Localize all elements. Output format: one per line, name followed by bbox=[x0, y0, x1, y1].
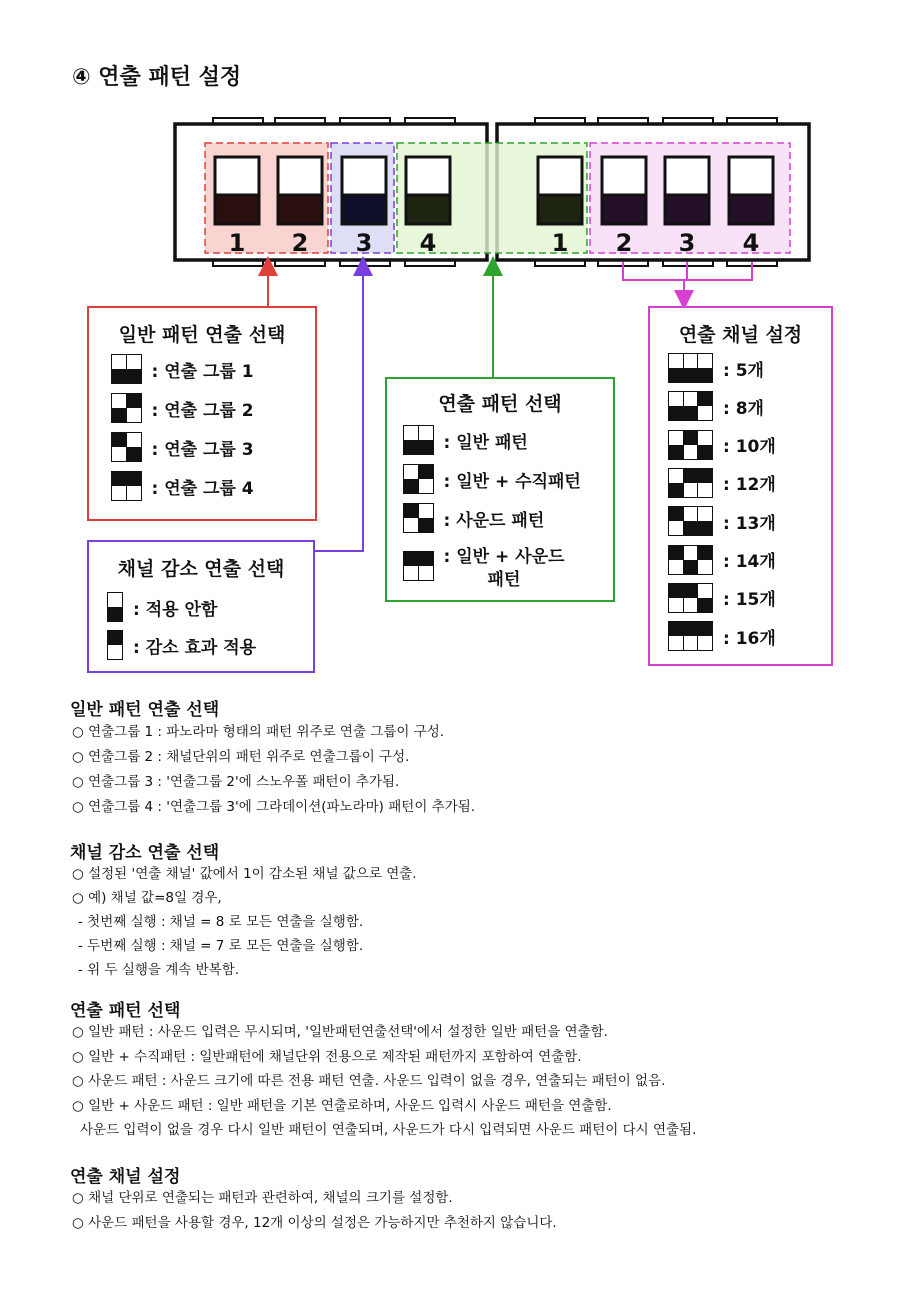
switch-setting-label: : 14개 bbox=[723, 552, 776, 572]
section-normal-pattern bbox=[70, 695, 219, 720]
switch-setting-label: : 연출 그룹 3 bbox=[151, 439, 254, 460]
effect-pattern-box bbox=[385, 377, 615, 602]
switch-setting-label: : 일반 패턴 bbox=[443, 432, 528, 453]
switch-pattern-icon bbox=[111, 354, 142, 384]
text-line: - 첫번째 실행 : 채널 = 8 로 모든 연출을 실행함. bbox=[78, 914, 364, 930]
switch-setting-label: : 16개 bbox=[723, 628, 776, 649]
section-channel-reduce-lines bbox=[72, 862, 417, 982]
normal-pattern-box bbox=[87, 306, 317, 521]
text-line: ○ 연출그룹 1 : 파노라마 형태의 패턴 위주로 연출 그룹이 구성. bbox=[72, 724, 445, 740]
switch-setting-row bbox=[668, 391, 764, 421]
switch-setting-label: : 10개 bbox=[723, 437, 776, 458]
switch-pattern-icon bbox=[668, 391, 713, 421]
switch-setting-row bbox=[403, 542, 564, 590]
text-line: ○ 일반 + 수직패턴 : 일반패턴에 채널단위 전용으로 제작된 패턴까지 포함하여 연출함. bbox=[72, 1048, 582, 1065]
section-normal-pattern-lines bbox=[72, 720, 475, 820]
text-line: ○ 예) 채널 값=8일 경우, bbox=[72, 890, 222, 906]
section-channel-setting bbox=[70, 1162, 180, 1187]
switch-setting-row bbox=[668, 506, 776, 536]
switch-setting-label: : 5개 bbox=[723, 360, 764, 381]
channel-reduce-box-title: 채널 감소 연출 선택 bbox=[117, 558, 285, 580]
channel-reduce-box bbox=[87, 540, 315, 673]
switch-pattern-icon bbox=[668, 506, 713, 536]
section-effect-pattern bbox=[70, 996, 180, 1021]
switch-setting-label: : 감소 효과 적용 bbox=[133, 637, 257, 658]
switch-pattern-icon bbox=[403, 425, 434, 455]
switch-setting-row bbox=[403, 503, 544, 533]
text-line: 사운드 입력이 없을 경우 다시 일반 패턴이 연출되며, 사운드가 다시 입력되면 사운드 패턴이 다시 연출됨. bbox=[80, 1122, 697, 1138]
dip-right-4: 4 bbox=[742, 229, 760, 257]
section-title: 연출 패턴 선택 bbox=[70, 1001, 181, 1021]
switch-setting-label: : 일반 + 사운드 패턴 bbox=[443, 547, 565, 590]
switch-setting-row bbox=[403, 464, 581, 494]
switch-setting-row bbox=[107, 592, 217, 622]
text-line: ○ 연출그룹 2 : 채널단위의 패턴 위주로 연출그룹이 구성. bbox=[72, 749, 410, 765]
dip-left-4: 4 bbox=[419, 229, 437, 257]
switch-setting-row bbox=[111, 354, 254, 384]
channel-setting-box bbox=[648, 306, 833, 666]
switch-setting-row bbox=[668, 545, 776, 575]
text-line: ○ 사운드 패턴 : 사운드 크기에 따른 전용 패턴 연출. 사운드 입력이 없을 경우, 연출되는 패턴이 없음. bbox=[72, 1073, 666, 1089]
switch-pattern-icon bbox=[403, 503, 434, 533]
switch-setting-label: : 사운드 패턴 bbox=[443, 510, 545, 531]
switch-setting-row bbox=[668, 583, 776, 613]
switch-setting-row bbox=[403, 425, 528, 455]
effect-pattern-box-title: 연출 패턴 선택 bbox=[438, 393, 562, 415]
dip-right-3: 3 bbox=[678, 229, 696, 257]
switch-setting-row bbox=[668, 353, 764, 383]
switch-setting-row bbox=[668, 621, 776, 651]
text-line: ○ 연출그룹 3 : '연출그룹 2'에 스노우폴 패턴이 추가됨. bbox=[72, 774, 400, 790]
switch-setting-label: : 적용 안함 bbox=[133, 599, 218, 620]
switch-setting-label: : 13개 bbox=[723, 513, 776, 534]
switch-setting-label: : 일반 + 수직패턴 bbox=[443, 471, 581, 492]
dip-right-1: 1 bbox=[551, 229, 569, 257]
switch-setting-label: : 연출 그룹 2 bbox=[151, 400, 254, 421]
section-title: 채널 감소 연출 선택 bbox=[70, 843, 220, 863]
switch-setting-label: : 12개 bbox=[723, 475, 776, 496]
switch-pattern-icon bbox=[668, 430, 713, 460]
text-line: ○ 연출그룹 4 : '연출그룹 3'에 그라데이션(파노라마) 패턴이 추가됨. bbox=[72, 799, 476, 815]
switch-setting-row bbox=[107, 630, 256, 660]
switch-pattern-icon bbox=[668, 353, 713, 383]
page-title: ④ 연출 패턴 설정 bbox=[72, 65, 242, 90]
section-channel-reduce bbox=[70, 838, 219, 863]
text-line: - 두번째 실행 : 채널 = 7 로 모든 연출을 실행함. bbox=[78, 938, 364, 954]
text-line: ○ 사운드 패턴을 사용할 경우, 12개 이상의 설정은 가능하지만 추천하지 않습니다. bbox=[72, 1215, 557, 1231]
dip-left-1: 1 bbox=[228, 229, 246, 257]
switch-pattern-icon bbox=[668, 545, 713, 575]
section-title: 연출 채널 설정 bbox=[70, 1167, 181, 1187]
dip-right-2: 2 bbox=[615, 229, 633, 257]
text-line: ○ 설정된 '연출 채널' 값에서 1이 감소된 채널 값으로 연출. bbox=[72, 866, 417, 882]
switch-setting-row bbox=[668, 430, 776, 460]
switch-setting-row bbox=[111, 393, 254, 423]
text-line: ○ 일반 패턴 : 사운드 입력은 무시되며, '일반패턴연출선택'에서 설정한 일반 패턴을 연출함. bbox=[72, 1024, 608, 1040]
switch-setting-label: : 8개 bbox=[723, 398, 764, 419]
dip-left-2: 2 bbox=[291, 229, 309, 257]
switch-pattern-icon bbox=[668, 583, 713, 613]
switch-setting-label: : 연출 그룹 4 bbox=[151, 478, 254, 499]
switch-pattern-icon bbox=[668, 621, 713, 651]
section-effect-pattern-lines bbox=[72, 1020, 696, 1143]
switch-setting-row bbox=[111, 471, 254, 501]
normal-pattern-box-title: 일반 패턴 연출 선택 bbox=[118, 324, 286, 346]
text-line: ○ 채널 단위로 연출되는 패턴과 관련하여, 채널의 크기를 설정함. bbox=[72, 1190, 453, 1206]
switch-setting-row bbox=[111, 432, 254, 462]
switch-setting-row bbox=[668, 468, 776, 498]
section-title: 일반 패턴 연출 선택 bbox=[70, 700, 220, 720]
switch-pattern-icon bbox=[111, 471, 142, 501]
switch-pattern-icon bbox=[111, 432, 142, 462]
switch-pattern-icon bbox=[111, 393, 142, 423]
switch-pattern-icon bbox=[107, 630, 123, 660]
text-line: - 위 두 실행을 계속 반복함. bbox=[78, 962, 240, 978]
switch-pattern-icon bbox=[403, 551, 434, 581]
channel-setting-box-title: 연출 채널 설정 bbox=[678, 324, 803, 346]
switch-pattern-icon bbox=[107, 592, 123, 622]
text-line: ○ 일반 + 사운드 패턴 : 일반 패턴을 기본 연출로하며, 사운드 입력시 사운드 패턴을 연출함. bbox=[72, 1097, 612, 1114]
dip-left-3: 3 bbox=[355, 229, 373, 257]
section-channel-setting-lines bbox=[72, 1186, 557, 1236]
switch-pattern-icon bbox=[668, 468, 713, 498]
switch-setting-label: : 연출 그룹 1 bbox=[151, 361, 254, 382]
switch-pattern-icon bbox=[403, 464, 434, 494]
switch-setting-label: : 15개 bbox=[723, 590, 776, 611]
